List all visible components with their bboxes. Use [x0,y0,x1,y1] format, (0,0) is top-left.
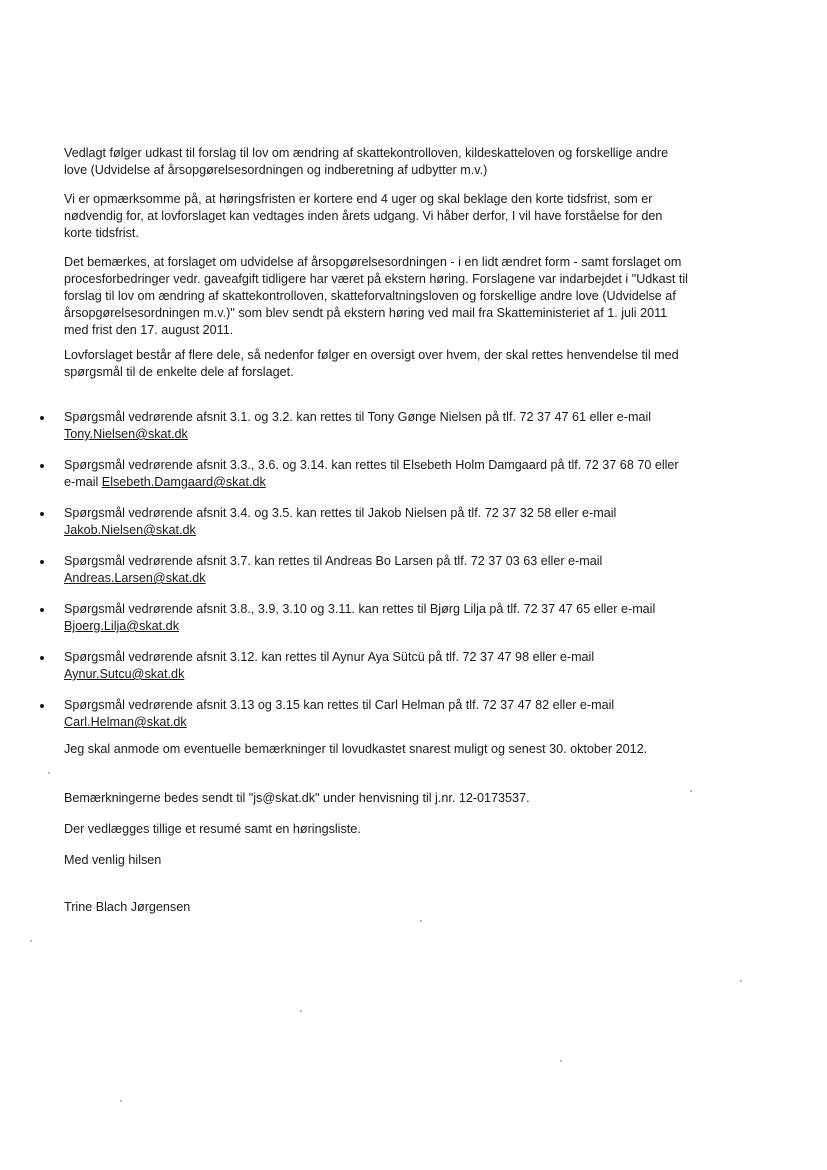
signature-text [64,899,744,916]
text-line: love (Udvidelse af årsopgørelsesordningen og indberetning af udbytter m.v.) [64,163,488,177]
text-line: spørgsmål til de enkelte dele af forslaget. [64,365,294,379]
contact-list-item [64,505,764,539]
attachments-text [64,821,744,838]
bullet-icon [40,608,44,612]
contact-list-item [64,697,764,731]
bullet-icon [40,416,44,420]
send-to-text [64,790,744,807]
text-line: Med venlig hilsen [64,853,162,867]
scan-speck [420,920,422,922]
text-line: med frist den 17. august 2011. [64,323,234,337]
contact-text: Spørgsmål vedrørende afsnit 3.1. og 3.2. kan rettes til Tony Gønge Nielsen på tlf. 72 37 47 61 eller e-mail [64,410,652,424]
contact-list-item [64,649,764,683]
contact-text: Spørgsmål vedrørende afsnit 3.8., 3.9, 3.10 og 3.11. kan rettes til Bjørg Lilja på tlf. 72 37 47 65 eller e-mail [64,602,656,616]
deadline-text [64,741,744,758]
scan-speck [48,772,50,774]
scan-speck [30,940,32,942]
intro-paragraph-2 [64,191,744,242]
scan-speck [690,790,692,792]
email-prefix: e-mail [64,475,102,489]
email-link[interactable]: Andreas.Larsen@skat.dk [64,571,206,585]
text-line: Det bemærkes, at forslaget om udvidelse af årsopgørelsesordningen - i en lidt ændret form - samt forslaget om [64,255,682,269]
scan-speck [300,1010,302,1012]
text-line: Vedlagt følger udkast til forslag til lov om ændring af skattekontrolloven, kildeskatteloven og forskellige andre [64,146,669,160]
text-line: årsopgørelsesordningen m.v.)" som blev sendt på ekstern høring ved mail fra Skatteministeriet af 1. juli 2011 [64,306,668,320]
text-line: Bemærkningerne bedes sendt til "js@skat.dk" under henvisning til j.nr. 12-0173537. [64,791,530,805]
contact-text: Spørgsmål vedrørende afsnit 3.3., 3.6. og 3.14. kan rettes til Elsebeth Holm Damgaard på tlf. 72 37 68 70 eller [64,458,679,472]
contact-text: Spørgsmål vedrørende afsnit 3.13 og 3.15 kan rettes til Carl Helman på tlf. 72 37 47 82 eller e-mail [64,698,615,712]
email-link[interactable]: Aynur.Sutcu@skat.dk [64,667,185,681]
text-line: Trine Blach Jørgensen [64,900,191,914]
contact-list-item [64,553,764,587]
email-link[interactable]: Bjoerg.Lilja@skat.dk [64,619,179,633]
bullet-icon [40,560,44,564]
text-line: Vi er opmærksomme på, at høringsfristen er kortere end 4 uger og skal beklage den korte tidsfrist, som er [64,192,653,206]
scan-speck [740,980,742,982]
intro-paragraph-1 [64,145,744,179]
intro-paragraph-4 [64,347,744,381]
contact-text: Spørgsmål vedrørende afsnit 3.7. kan rettes til Andreas Bo Larsen på tlf. 72 37 03 63 eller e-mail [64,554,603,568]
email-link[interactable]: Carl.Helman@skat.dk [64,715,187,729]
text-line: Der vedlægges tillige et resumé samt en høringsliste. [64,822,361,836]
contact-list-item [64,601,764,635]
text-line: Jeg skal anmode om eventuelle bemærkninger til lovudkastet snarest muligt og senest 30. oktober 2012. [64,742,648,756]
bullet-icon [40,464,44,468]
text-line: nødvendig for, at lovforslaget kan vedtages inden årets udgang. Vi håber derfor, I vil have forståelse for den [64,209,663,223]
greeting-text [64,852,744,869]
contact-text: Spørgsmål vedrørende afsnit 3.12. kan rettes til Aynur Aya Sütcü på tlf. 72 37 47 98 eller e-mail [64,650,595,664]
text-line: forslag til lov om ændring af skattekontrolloven, skatteforvaltningsloven og forskellige andre love (Udvidelse af [64,289,676,303]
email-link[interactable]: Elsebeth.Damgaard@skat.dk [101,475,266,489]
scan-speck [560,1060,562,1062]
contact-list-item [64,457,764,491]
text-line: Lovforslaget består af flere dele, så nedenfor følger en oversigt over hvem, der skal rettes henvendelse til med [64,348,679,362]
bullet-icon [40,656,44,660]
contact-list-item [64,409,764,443]
text-line: korte tidsfrist. [64,226,139,240]
contact-text: Spørgsmål vedrørende afsnit 3.4. og 3.5. kan rettes til Jakob Nielsen på tlf. 72 37 32 58 eller e-mail [64,506,617,520]
bullet-icon [40,704,44,708]
email-link[interactable]: Tony.Nielsen@skat.dk [64,427,188,441]
intro-paragraph-3 [64,254,744,339]
email-link[interactable]: Jakob.Nielsen@skat.dk [64,523,196,537]
text-line: procesforbedringer vedr. gaveafgift tidligere har været på ekstern høring. Forslagene var indarbejdet i "Udkast til [64,272,688,286]
bullet-icon [40,512,44,516]
scan-speck [120,1100,122,1102]
